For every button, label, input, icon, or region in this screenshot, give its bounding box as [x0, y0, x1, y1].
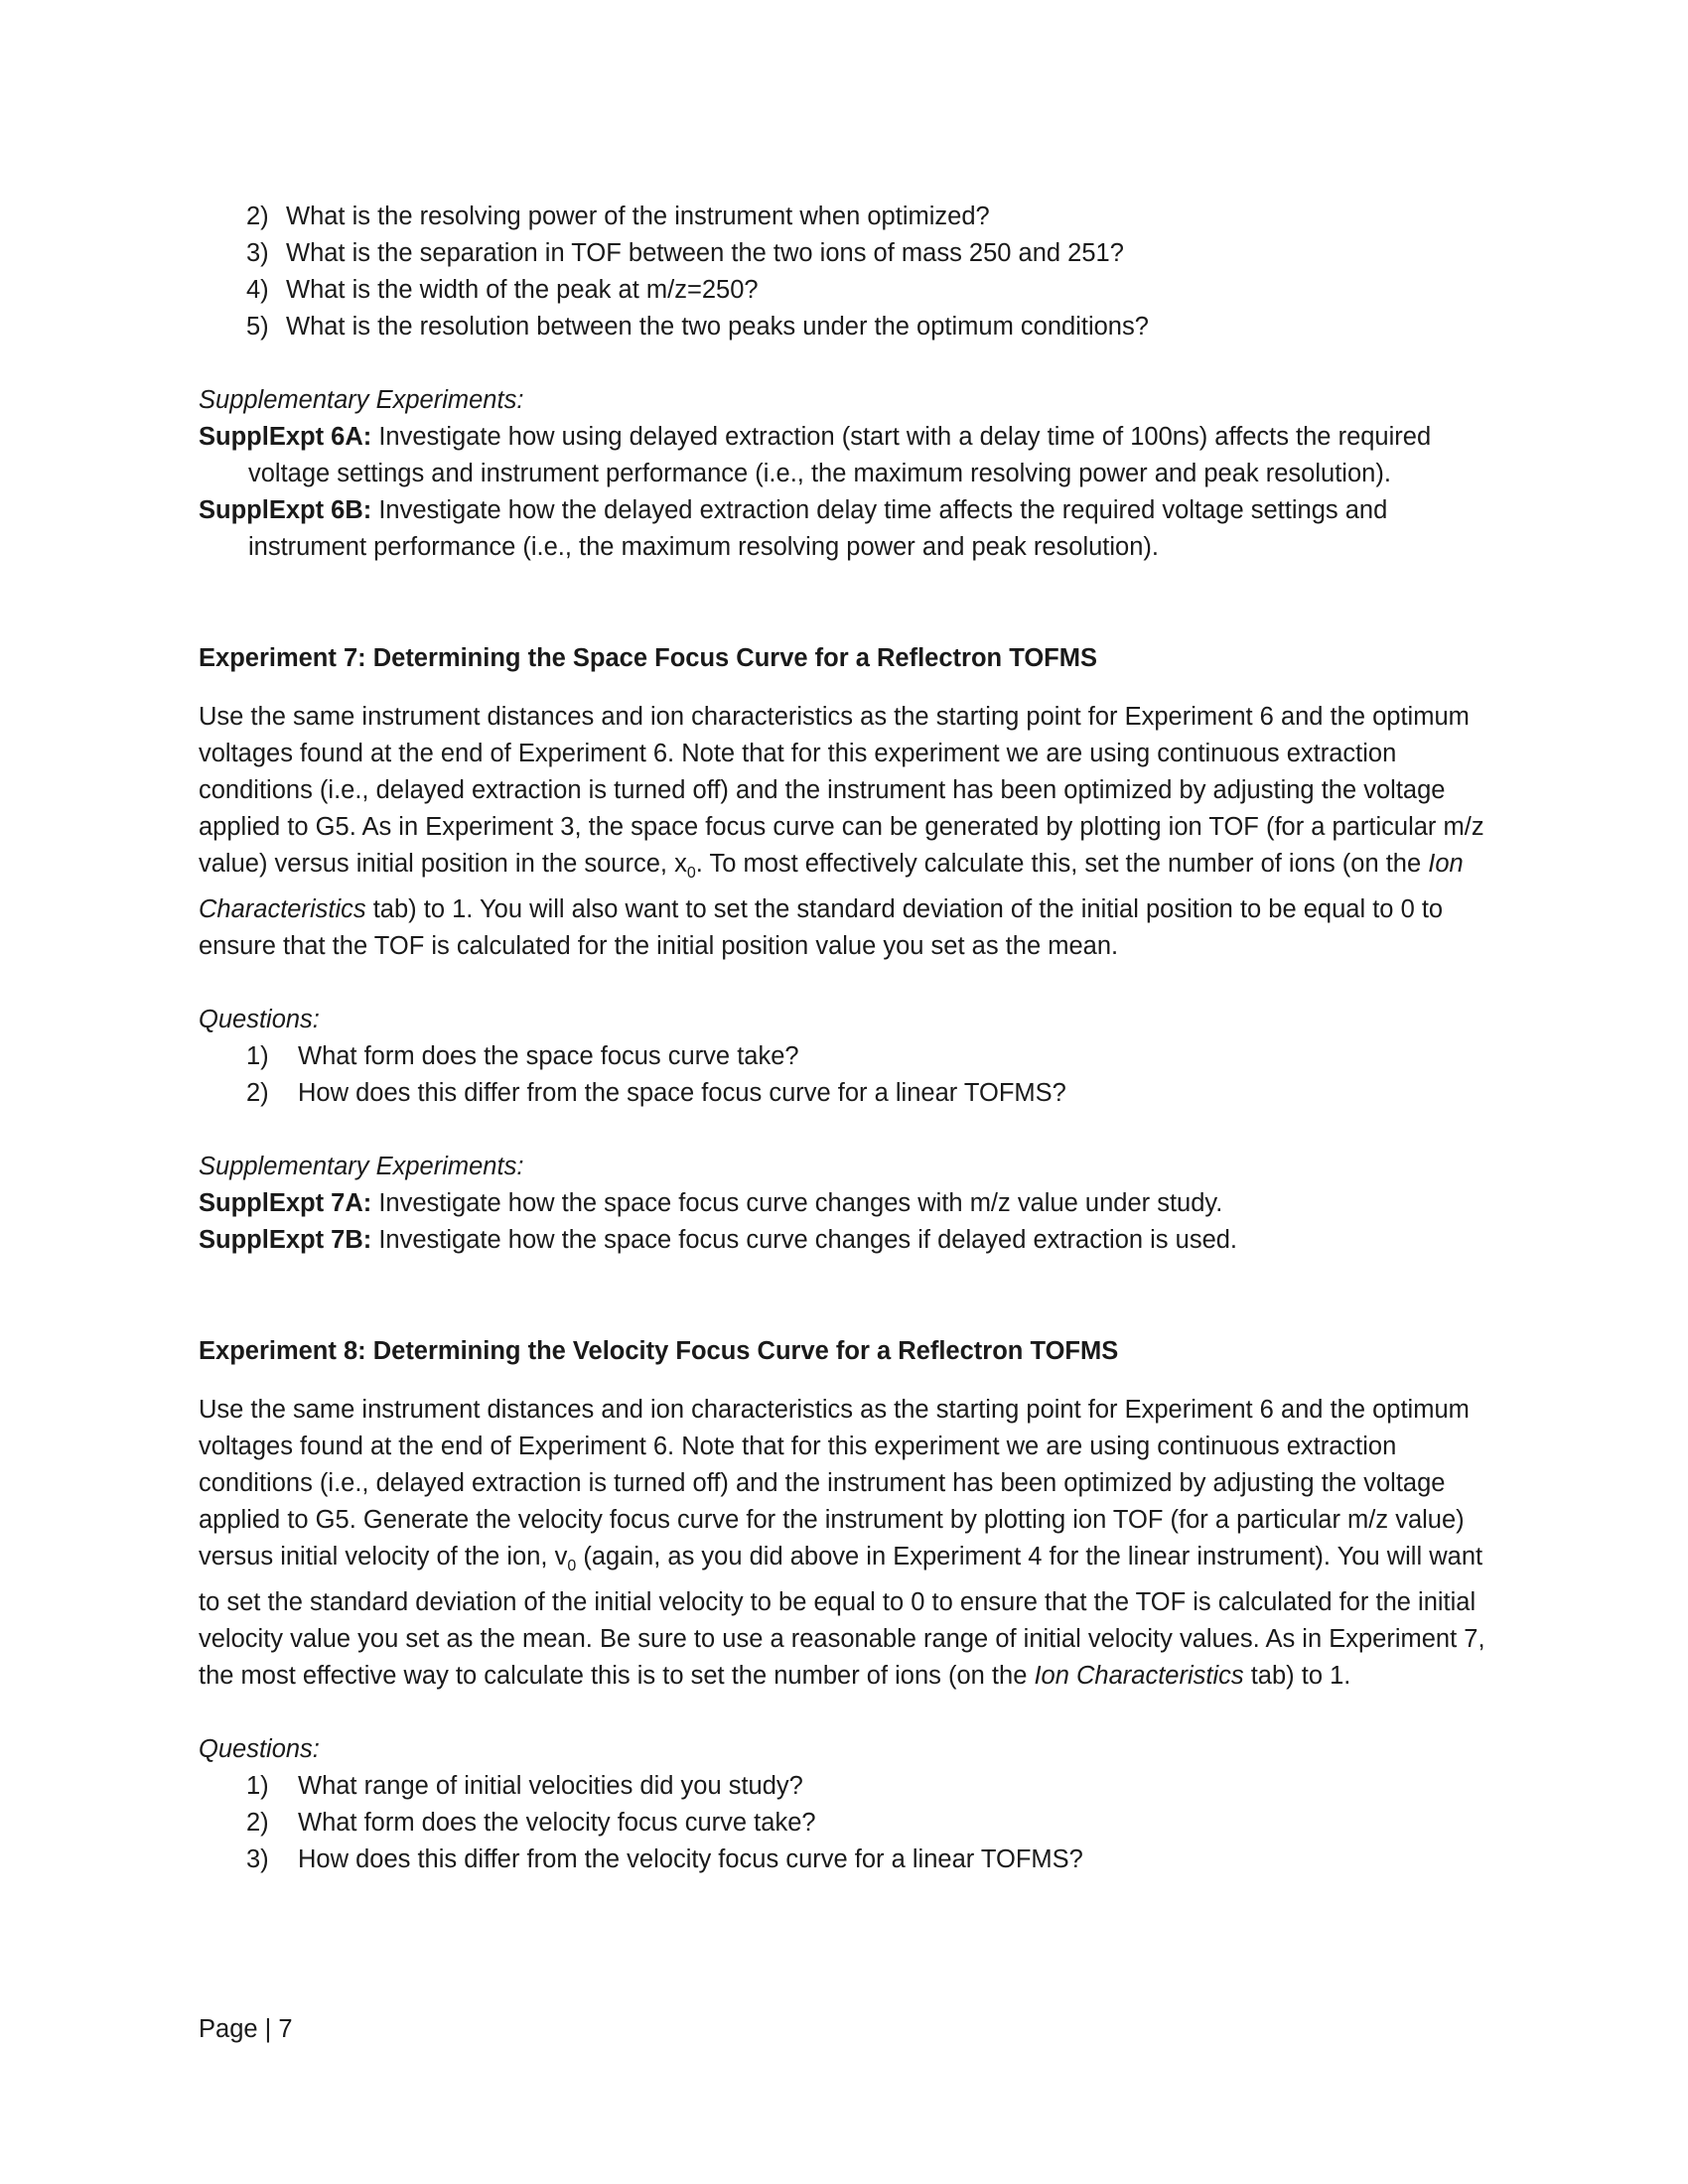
supp7a-item	[199, 1185, 1489, 1222]
exp6-questions-list	[199, 199, 1489, 345]
list-item	[199, 1075, 1489, 1112]
list-text: What form does the space focus curve take?	[298, 1042, 799, 1071]
exp8-questions-heading: Questions:	[199, 1735, 320, 1764]
exp7-para-a: Use the same instrument distances and ion characteristics as the starting point for Experiment 6 and the optimum voltages found at the end of Experiment 6. Note that for this experiment we are using continuous extraction conditions (i.e., delayed extraction is turned off) and the instrument has been optimized by adjusting the voltage applied to G5. As in Experiment 3, the space focus curve can be generated by plotting ion TOF (for a particular m/z value) versus initial position in the source, x	[199, 703, 1484, 878]
list-text: How does this differ from the space focus curve for a linear TOFMS?	[298, 1079, 1066, 1108]
list-text: What range of initial velocities did you study?	[298, 1772, 803, 1801]
list-number: 3)	[246, 1845, 269, 1874]
list-item	[199, 1768, 1489, 1805]
supp6b-item	[199, 492, 1489, 566]
exp7-supp-heading: Supplementary Experiments:	[199, 1153, 524, 1181]
supp7a-label: SupplExpt 7A:	[199, 1189, 372, 1218]
list-item	[199, 199, 1489, 235]
list-text: How does this differ from the velocity focus curve for a linear TOFMS?	[298, 1845, 1083, 1874]
list-item	[199, 1842, 1489, 1878]
exp8-para-b: (again, as you did above in Experiment 4 for the linear instrument). You will want to set the standard deviation of the initial velocity to be equal to 0 to ensure that the TOF is calculated for the initial velocity value you set as the mean. Be sure to use a reasonable range of initial velocity values. As in Experiment 7, the most effective way to calculate this is to set the number of ions (on the	[199, 1543, 1485, 1691]
list-text: What is the resolving power of the instrument when optimized?	[286, 203, 990, 230]
page-footer: Page | 7	[199, 2015, 293, 2043]
list-text: What is the width of the peak at m/z=250?	[286, 276, 759, 304]
list-item	[199, 272, 1489, 309]
list-text: What is the resolution between the two peaks under the optimum conditions?	[286, 313, 1149, 341]
supp6a-item	[199, 419, 1489, 492]
list-text: What form does the velocity focus curve take?	[298, 1809, 816, 1838]
exp7-para-c: tab) to 1. You will also want to set the standard deviation of the initial position to be equal to 0 to ensure that the TOF is calculated for the initial position value you set as the mean.	[199, 895, 1444, 961]
exp8-title: Experiment 8: Determining the Velocity Focus Curve for a Reflectron TOFMS	[199, 1337, 1119, 1366]
list-number: 1)	[246, 1042, 269, 1071]
supp6a-text: Investigate how using delayed extraction (start with a delay time of 100ns) affects the required voltage settings and instrument performance (i.e., the maximum resolving power and peak resolution).	[248, 423, 1432, 487]
list-number: 3)	[246, 239, 269, 267]
supp6b-text: Investigate how the delayed extraction delay time affects the required voltage settings and instrument performance (i.e., the maximum resolving power and peak resolution).	[248, 496, 1388, 561]
exp8-questions-list	[199, 1768, 1489, 1878]
exp7-title: Experiment 7: Determining the Space Focus Curve for a Reflectron TOFMS	[199, 644, 1097, 672]
exp8-para-sub: 0	[567, 1558, 577, 1575]
supp6a-label: SupplExpt 6A:	[199, 423, 372, 451]
list-item	[199, 309, 1489, 345]
exp7-para-sub: 0	[686, 865, 696, 883]
supp7b-label: SupplExpt 7B:	[199, 1226, 372, 1255]
list-number: 2)	[246, 1809, 269, 1838]
exp7-para-em: Ion Characteristics	[199, 850, 1464, 924]
exp8-para-c: tab) to 1.	[1243, 1662, 1351, 1691]
exp7-paragraph	[199, 699, 1489, 965]
exp7-questions-heading: Questions:	[199, 1006, 320, 1034]
exp8-para-a: Use the same instrument distances and ion characteristics as the starting point for Experiment 6 and the optimum voltages found at the end of Experiment 6. Note that for this experiment we are using continuous extraction conditions (i.e., delayed extraction is turned off) and the instrument has been optimized by adjusting the voltage applied to G5. Generate the velocity focus curve for the instrument by plotting ion TOF (for a particular m/z value) versus initial velocity of the ion, v	[199, 1396, 1470, 1571]
list-item	[199, 235, 1489, 272]
list-number: 1)	[246, 1772, 269, 1801]
exp7-questions-list	[199, 1038, 1489, 1112]
list-number: 5)	[246, 313, 269, 341]
supp7b-text: Investigate how the space focus curve changes if delayed extraction is used.	[371, 1226, 1238, 1255]
exp8-paragraph	[199, 1392, 1489, 1695]
exp8-para-em: Ion Characteristics	[1034, 1662, 1244, 1691]
page-content	[199, 199, 1489, 1878]
supp6b-label: SupplExpt 6B:	[199, 496, 372, 524]
list-number: 2)	[246, 203, 269, 230]
supp7a-text: Investigate how the space focus curve changes with m/z value under study.	[371, 1189, 1223, 1218]
list-number: 2)	[246, 1079, 269, 1108]
list-text: What is the separation in TOF between the two ions of mass 250 and 251?	[286, 239, 1124, 267]
list-item	[199, 1805, 1489, 1842]
exp7-para-b: . To most effectively calculate this, set the number of ions (on the	[695, 850, 1429, 878]
supp6-heading: Supplementary Experiments:	[199, 386, 524, 414]
list-item	[199, 1038, 1489, 1075]
list-number: 4)	[246, 276, 269, 304]
supp7b-item	[199, 1222, 1489, 1259]
